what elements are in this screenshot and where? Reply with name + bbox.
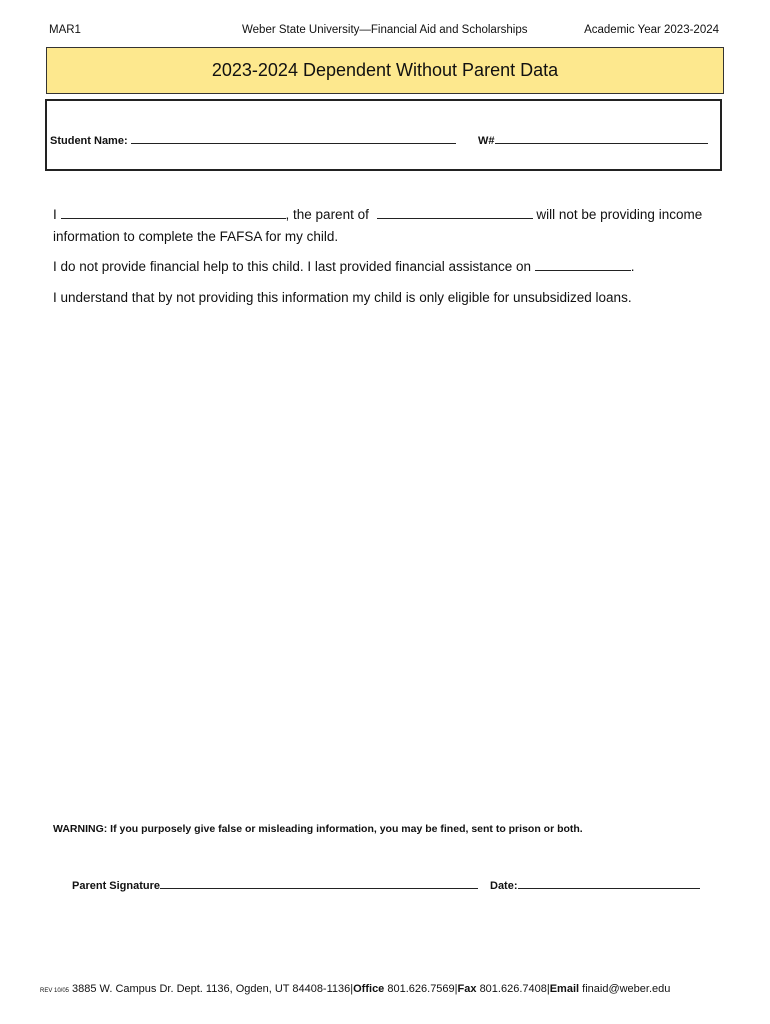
footer-separator: | — [454, 983, 458, 995]
statement-line1-end: will not be providing income — [536, 207, 703, 222]
revision-code: REV 10/05 — [40, 988, 70, 994]
w-number-label: W# — [478, 135, 495, 147]
w-number-field — [478, 133, 708, 147]
statement-line-3 — [53, 259, 635, 274]
warning-text: WARNING: If you purposely give false or misleading information, you may be fined, sent to prison or both. — [53, 823, 583, 835]
page-header — [0, 24, 770, 40]
statement-line3-end: . — [630, 259, 635, 274]
statement-i: I — [53, 207, 57, 222]
last-assistance-date-input[interactable] — [535, 259, 631, 271]
office-label: Office — [353, 983, 385, 995]
fax-number: 801.626.7408 — [479, 983, 547, 995]
student-name-field — [50, 133, 456, 147]
academic-year: Academic Year 2023-2024 — [584, 24, 719, 36]
student-info-box — [45, 99, 722, 171]
statement-line3-start: I do not provide financial help to this child. I last provided financial assistance on — [53, 259, 532, 274]
date-label: Date: — [490, 880, 518, 892]
parent-signature-field — [72, 878, 478, 892]
footer-separator: | — [350, 983, 354, 995]
footer-address: 3885 W. Campus Dr. Dept. 1136, Ogden, UT 84408-1136 — [72, 983, 351, 995]
footer-separator: | — [546, 983, 550, 995]
fax-label: Fax — [457, 983, 477, 995]
page-title: 2023-2024 Dependent Without Parent Data — [211, 60, 559, 80]
email-label: Email — [549, 983, 580, 995]
statement-line-1 — [53, 207, 702, 222]
statement-parent-of: , the parent of — [285, 207, 369, 222]
student-name-input[interactable] — [131, 133, 456, 144]
form-code: MAR1 — [49, 24, 81, 36]
title-banner — [46, 47, 724, 94]
child-name-input[interactable] — [377, 207, 533, 219]
footer-email: finaid@weber.edu — [582, 983, 671, 995]
parent-signature-input[interactable] — [160, 878, 478, 889]
w-number-input[interactable] — [495, 133, 708, 144]
institution-name: Weber State University—Financial Aid and Scholarships — [242, 24, 528, 36]
statement-line-4: I understand that by not providing this information my child is only eligible for unsubsidized loans. — [53, 290, 632, 305]
parent-name-input[interactable] — [61, 207, 286, 219]
page-footer — [40, 983, 670, 995]
student-name-label: Student Name: — [50, 135, 128, 147]
date-field — [490, 878, 700, 892]
office-number: 801.626.7569 — [387, 983, 455, 995]
parent-signature-label: Parent Signature — [72, 880, 161, 892]
statement-line-2: information to complete the FAFSA for my child. — [53, 229, 339, 244]
date-input[interactable] — [518, 878, 700, 889]
